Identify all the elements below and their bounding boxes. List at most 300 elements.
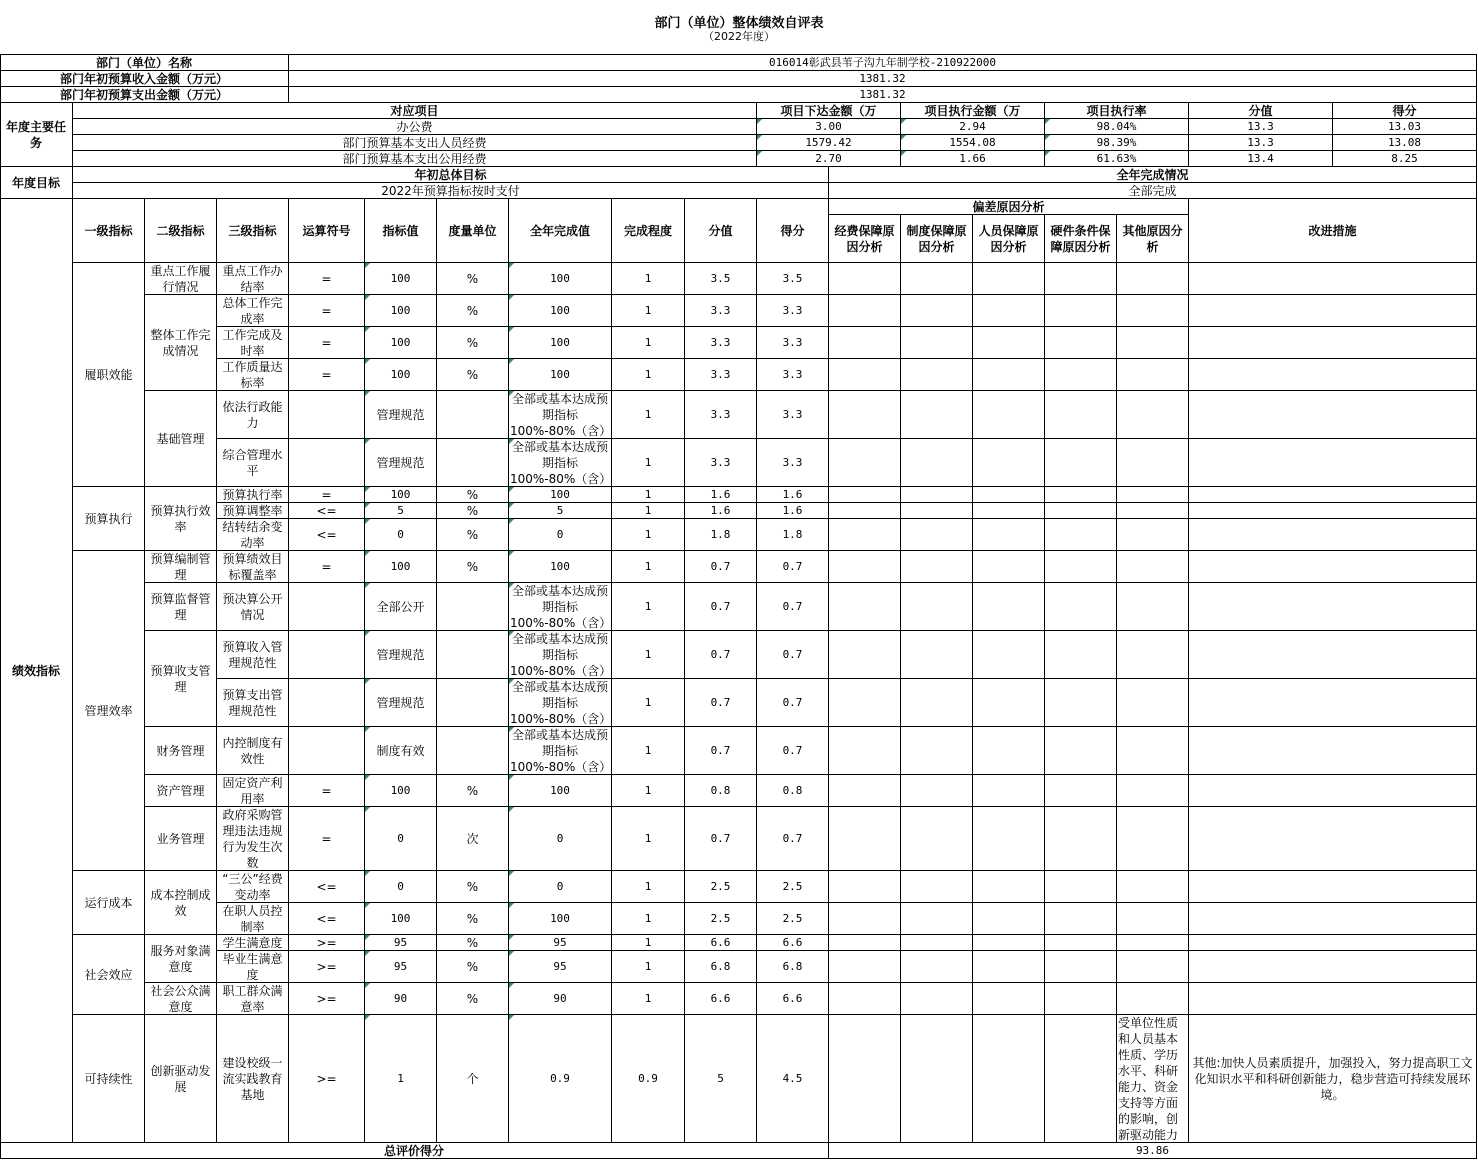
deviation-cell — [829, 327, 901, 359]
score: 0.7 — [757, 583, 829, 631]
completion-degree: 1 — [612, 903, 685, 935]
deviation-cell — [973, 359, 1045, 391]
unit: % — [437, 775, 509, 807]
operator — [289, 631, 365, 679]
score-weight: 3.3 — [685, 327, 757, 359]
unit — [437, 439, 509, 487]
score-weight: 0.8 — [685, 775, 757, 807]
target-value: 管理规范 — [365, 679, 437, 727]
score-weight: 3.5 — [685, 263, 757, 295]
improve-cell — [1189, 951, 1477, 983]
deviation-cell — [1117, 727, 1189, 775]
actual-value: 100 — [509, 775, 612, 807]
operator: = — [289, 775, 365, 807]
operator — [289, 727, 365, 775]
score-weight: 0.7 — [685, 679, 757, 727]
unit: % — [437, 903, 509, 935]
score-weight: 6.6 — [685, 935, 757, 951]
deviation-col-header: 经费保障原因分析 — [829, 215, 901, 263]
deviation-cell — [1117, 631, 1189, 679]
deviation-cell — [1045, 295, 1117, 327]
actual-value: 0.9 — [509, 1015, 612, 1143]
tasks-header: 项目下达金额（万 — [757, 103, 901, 119]
deviation-cell — [973, 263, 1045, 295]
improve-cell — [1189, 775, 1477, 807]
deviation-cell — [1117, 295, 1189, 327]
perf-header: 度量单位 — [437, 199, 509, 263]
operator — [289, 679, 365, 727]
actual-value: 90 — [509, 983, 612, 1015]
deviation-cell — [1117, 775, 1189, 807]
deviation-cell — [829, 391, 901, 439]
deviation-cell — [1045, 439, 1117, 487]
deviation-cell — [973, 631, 1045, 679]
deviation-cell — [1117, 263, 1189, 295]
improve-cell — [1189, 503, 1477, 519]
level3-indicator: 政府采购管理违法违规行为发生次数 — [217, 807, 289, 871]
deviation-header: 偏差原因分析 — [829, 199, 1189, 215]
completion-degree: 1 — [612, 727, 685, 775]
score-weight: 2.5 — [685, 903, 757, 935]
deviation-cell — [829, 1015, 901, 1143]
completion-degree: 0.9 — [612, 1015, 685, 1143]
deviation-cell — [973, 295, 1045, 327]
deviation-cell — [901, 951, 973, 983]
deviation-cell — [829, 439, 901, 487]
level2-indicator: 创新驱动发展 — [145, 1015, 217, 1143]
deviation-cell — [901, 519, 973, 551]
unit: 次 — [437, 807, 509, 871]
actual-value: 100 — [509, 359, 612, 391]
level3-indicator: 预算绩效目标覆盖率 — [217, 551, 289, 583]
deviation-cell — [901, 487, 973, 503]
perf-header: 全年完成值 — [509, 199, 612, 263]
deviation-cell — [1045, 871, 1117, 903]
improve-cell — [1189, 631, 1477, 679]
deviation-cell — [1045, 359, 1117, 391]
level1-indicator: 社会效应 — [73, 935, 145, 1015]
tasks-header: 项目执行金额（万 — [901, 103, 1045, 119]
score-weight: 6.8 — [685, 951, 757, 983]
improve-cell — [1189, 487, 1477, 503]
level3-indicator: 建设校级一流实践教育基地 — [217, 1015, 289, 1143]
perf-header: 完成程度 — [612, 199, 685, 263]
deviation-cell — [1117, 359, 1189, 391]
task-value: 13.08 — [1333, 135, 1477, 151]
score-weight: 0.7 — [685, 583, 757, 631]
score: 6.6 — [757, 935, 829, 951]
level1-indicator: 运行成本 — [73, 871, 145, 935]
deviation-cell — [973, 503, 1045, 519]
level3-indicator: 结转结余变动率 — [217, 519, 289, 551]
deviation-cell — [829, 983, 901, 1015]
deviation-cell — [1045, 1015, 1117, 1143]
target-value: 100 — [365, 359, 437, 391]
deviation-cell — [901, 983, 973, 1015]
operator: >= — [289, 983, 365, 1015]
deviation-cell — [1117, 439, 1189, 487]
deviation-cell — [901, 631, 973, 679]
deviation-cell — [829, 487, 901, 503]
level3-indicator: 综合管理水平 — [217, 439, 289, 487]
actual-value: 100 — [509, 295, 612, 327]
operator: = — [289, 263, 365, 295]
deviation-cell — [901, 903, 973, 935]
operator: <= — [289, 519, 365, 551]
operator: = — [289, 807, 365, 871]
score: 3.3 — [757, 359, 829, 391]
score-weight: 5 — [685, 1015, 757, 1143]
level3-indicator: “三公”经费变动率 — [217, 871, 289, 903]
target-value: 0 — [365, 807, 437, 871]
deviation-cell — [901, 551, 973, 583]
actual-value: 100 — [509, 327, 612, 359]
actual-value: 全部或基本达成预期指标100%-80%（含） — [510, 727, 612, 774]
deviation-cell — [1117, 951, 1189, 983]
unit: 个 — [437, 1015, 509, 1143]
deviation-col-header: 人员保障原因分析 — [973, 215, 1045, 263]
actual-value: 0 — [509, 519, 612, 551]
actual-value: 全部或基本达成预期指标100%-80%（含） — [510, 583, 612, 630]
target-value: 1 — [365, 1015, 437, 1143]
score-weight: 1.6 — [685, 487, 757, 503]
operator: = — [289, 551, 365, 583]
actual-value: 100 — [509, 903, 612, 935]
deviation-cell — [901, 503, 973, 519]
completion-degree: 1 — [612, 983, 685, 1015]
perf-header: 二级指标 — [145, 199, 217, 263]
deviation-cell — [829, 503, 901, 519]
level2-indicator: 业务管理 — [145, 807, 217, 871]
target-value: 100 — [365, 775, 437, 807]
other-reason-text: 受单位性质和人员基本性质、学历水平、科研能力、资金支持等方面的影响，创新驱动能力 — [1117, 1015, 1189, 1143]
completion-degree: 1 — [612, 439, 685, 487]
operator: >= — [289, 951, 365, 983]
level2-indicator: 预算监督管理 — [145, 583, 217, 631]
operator: = — [289, 359, 365, 391]
deviation-cell — [973, 1015, 1045, 1143]
deviation-cell — [901, 871, 973, 903]
task-project-name: 办公费 — [73, 119, 757, 135]
score: 3.3 — [757, 439, 829, 487]
completion-degree: 1 — [612, 775, 685, 807]
score-weight: 2.5 — [685, 871, 757, 903]
income-label: 部门年初预算收入金额（万元） — [0, 71, 289, 87]
actual-value: 100 — [509, 263, 612, 295]
completion-degree: 1 — [612, 951, 685, 983]
deviation-cell — [829, 519, 901, 551]
deviation-cell — [829, 903, 901, 935]
score: 0.8 — [757, 775, 829, 807]
deviation-cell — [973, 727, 1045, 775]
score-weight: 3.3 — [685, 295, 757, 327]
actual-value: 0 — [509, 807, 612, 871]
unit — [437, 727, 509, 775]
level3-indicator: 职工群众满意率 — [217, 983, 289, 1015]
deviation-cell — [829, 631, 901, 679]
score-weight: 0.7 — [685, 631, 757, 679]
improve-cell — [1189, 359, 1477, 391]
operator: >= — [289, 935, 365, 951]
unit: % — [437, 503, 509, 519]
deviation-cell — [973, 775, 1045, 807]
deviation-cell — [1045, 935, 1117, 951]
goal-done-header: 全年完成情况 — [829, 167, 1477, 183]
target-value: 管理规范 — [365, 631, 437, 679]
deviation-cell — [1117, 327, 1189, 359]
deviation-cell — [1117, 503, 1189, 519]
completion-degree: 1 — [612, 631, 685, 679]
deviation-cell — [1045, 503, 1117, 519]
improve-cell — [1189, 295, 1477, 327]
deviation-cell — [1045, 679, 1117, 727]
improve-cell — [1189, 807, 1477, 871]
score: 3.3 — [757, 327, 829, 359]
target-value: 100 — [365, 327, 437, 359]
level1-indicator: 履职效能 — [73, 263, 145, 487]
target-value: 90 — [365, 983, 437, 1015]
deviation-cell — [1045, 327, 1117, 359]
deviation-cell — [1117, 935, 1189, 951]
level1-indicator: 可持续性 — [73, 1015, 145, 1143]
target-value: 100 — [365, 487, 437, 503]
deviation-cell — [901, 1015, 973, 1143]
level2-indicator: 成本控制成效 — [145, 871, 217, 935]
level3-indicator: 在职人员控制率 — [217, 903, 289, 935]
task-value: 98.04% — [1045, 119, 1189, 135]
deviation-cell — [901, 727, 973, 775]
total-label: 总评价得分 — [0, 1143, 829, 1159]
unit — [437, 391, 509, 439]
deviation-cell — [973, 439, 1045, 487]
deviation-cell — [829, 807, 901, 871]
goal-plan-text: 2022年预算指标按时支付 — [73, 183, 829, 199]
level2-indicator: 预算编制管理 — [145, 551, 217, 583]
completion-degree: 1 — [612, 487, 685, 503]
deviation-cell — [1117, 519, 1189, 551]
perf-header: 指标值 — [365, 199, 437, 263]
deviation-cell — [1117, 679, 1189, 727]
actual-value: 0 — [509, 871, 612, 903]
deviation-cell — [1117, 903, 1189, 935]
deviation-cell — [973, 679, 1045, 727]
operator — [289, 583, 365, 631]
level2-indicator: 社会公众满意度 — [145, 983, 217, 1015]
level3-indicator: 重点工作办结率 — [217, 263, 289, 295]
deviation-cell — [1045, 263, 1117, 295]
completion-degree: 1 — [612, 391, 685, 439]
deviation-cell — [1045, 519, 1117, 551]
score-weight: 3.3 — [685, 439, 757, 487]
target-value: 100 — [365, 263, 437, 295]
task-value: 13.3 — [1189, 135, 1333, 151]
deviation-cell — [1117, 983, 1189, 1015]
tasks-header: 得分 — [1333, 103, 1477, 119]
actual-value: 全部或基本达成预期指标100%-80%（含） — [510, 439, 612, 486]
task-value: 2.70 — [757, 151, 901, 167]
improve-cell — [1189, 439, 1477, 487]
improve-cell — [1189, 391, 1477, 439]
actual-value: 全部或基本达成预期指标100%-80%（含） — [510, 679, 612, 726]
completion-degree: 1 — [612, 551, 685, 583]
unit: % — [437, 487, 509, 503]
total-value: 93.86 — [829, 1143, 1477, 1159]
completion-degree: 1 — [612, 295, 685, 327]
level3-indicator: 总体工作完成率 — [217, 295, 289, 327]
improve-cell — [1189, 935, 1477, 951]
deviation-cell — [973, 391, 1045, 439]
deviation-cell — [973, 583, 1045, 631]
deviation-cell — [901, 439, 973, 487]
deviation-cell — [973, 551, 1045, 583]
tasks-header: 分值 — [1189, 103, 1333, 119]
deviation-cell — [973, 487, 1045, 503]
score: 1.6 — [757, 487, 829, 503]
deviation-cell — [1117, 871, 1189, 903]
target-value: 0 — [365, 519, 437, 551]
actual-value: 全部或基本达成预期指标100%-80%（含） — [510, 391, 612, 438]
deviation-cell — [901, 359, 973, 391]
unit — [437, 631, 509, 679]
deviation-cell — [1045, 951, 1117, 983]
score: 3.5 — [757, 263, 829, 295]
completion-degree: 1 — [612, 583, 685, 631]
deviation-cell — [829, 583, 901, 631]
deviation-cell — [973, 903, 1045, 935]
unit: % — [437, 519, 509, 551]
completion-degree: 1 — [612, 263, 685, 295]
target-value: 全部公开 — [365, 583, 437, 631]
task-value: 1579.42 — [757, 135, 901, 151]
deviation-cell — [973, 807, 1045, 871]
expense-label: 部门年初预算支出金额（万元） — [0, 87, 289, 103]
deviation-cell — [973, 871, 1045, 903]
deviation-cell — [829, 935, 901, 951]
level2-indicator: 服务对象满意度 — [145, 935, 217, 983]
improve-cell — [1189, 679, 1477, 727]
deviation-cell — [901, 775, 973, 807]
operator: <= — [289, 903, 365, 935]
completion-degree: 1 — [612, 935, 685, 951]
task-project-name: 部门预算基本支出公用经费 — [73, 151, 757, 167]
unit: % — [437, 551, 509, 583]
deviation-cell — [901, 807, 973, 871]
actual-value: 100 — [509, 551, 612, 583]
level1-indicator: 管理效率 — [73, 551, 145, 871]
deviation-cell — [1045, 551, 1117, 583]
goal-section-label: 年度目标 — [0, 167, 73, 199]
improve-cell — [1189, 327, 1477, 359]
level2-indicator: 重点工作履行情况 — [145, 263, 217, 295]
deviation-cell — [1045, 903, 1117, 935]
target-value: 95 — [365, 935, 437, 951]
target-value: 管理规范 — [365, 391, 437, 439]
deviation-cell — [829, 263, 901, 295]
score-weight: 0.7 — [685, 807, 757, 871]
deviation-cell — [901, 391, 973, 439]
score: 0.7 — [757, 727, 829, 775]
perf-header: 一级指标 — [73, 199, 145, 263]
level2-indicator: 整体工作完成情况 — [145, 295, 217, 391]
deviation-cell — [1045, 631, 1117, 679]
completion-degree: 1 — [612, 519, 685, 551]
page-title: 部门（单位）整体绩效自评表 — [654, 16, 824, 31]
deviation-cell — [1045, 727, 1117, 775]
score-weight: 1.8 — [685, 519, 757, 551]
completion-degree: 1 — [612, 679, 685, 727]
unit: % — [437, 871, 509, 903]
unit — [437, 583, 509, 631]
unit: % — [437, 263, 509, 295]
deviation-col-header: 制度保障原因分析 — [901, 215, 973, 263]
task-value: 8.25 — [1333, 151, 1477, 167]
task-value: 2.94 — [901, 119, 1045, 135]
deviation-cell — [1045, 983, 1117, 1015]
task-value: 3.00 — [757, 119, 901, 135]
task-value: 1.66 — [901, 151, 1045, 167]
improve-cell — [1189, 903, 1477, 935]
actual-value: 95 — [509, 935, 612, 951]
level3-indicator: 预算支出管理规范性 — [217, 679, 289, 727]
operator — [289, 391, 365, 439]
level3-indicator: 工作质量达标率 — [217, 359, 289, 391]
score: 0.7 — [757, 631, 829, 679]
improve-cell — [1189, 551, 1477, 583]
score-weight: 3.3 — [685, 391, 757, 439]
score: 0.7 — [757, 807, 829, 871]
score: 4.5 — [757, 1015, 829, 1143]
level3-indicator: 预算调整率 — [217, 503, 289, 519]
deviation-cell — [829, 727, 901, 775]
tasks-header: 项目执行率 — [1045, 103, 1189, 119]
actual-value: 100 — [509, 487, 612, 503]
perf-header: 分值 — [685, 199, 757, 263]
score: 1.6 — [757, 503, 829, 519]
deviation-cell — [901, 327, 973, 359]
unit-name-value: 016014彰武县苇子沟九年制学校-210922000 — [289, 55, 1477, 71]
deviation-cell — [829, 871, 901, 903]
income-value: 1381.32 — [289, 71, 1477, 87]
level3-indicator: 预算收入管理规范性 — [217, 631, 289, 679]
score: 2.5 — [757, 903, 829, 935]
deviation-cell — [1045, 807, 1117, 871]
task-value: 13.4 — [1189, 151, 1333, 167]
task-project-name: 部门预算基本支出人员经费 — [73, 135, 757, 151]
perf-header: 运算符号 — [289, 199, 365, 263]
operator — [289, 439, 365, 487]
deviation-cell — [829, 359, 901, 391]
operator: = — [289, 295, 365, 327]
deviation-cell — [829, 679, 901, 727]
task-value: 13.3 — [1189, 119, 1333, 135]
actual-value: 5 — [509, 503, 612, 519]
improve-text: 其他:加快人员素质提升，加强投入，努力提高职工文化知识水平和科研创新能力，稳步营造可持续发展环境。 — [1189, 1015, 1477, 1143]
completion-degree: 1 — [612, 503, 685, 519]
improve-cell — [1189, 263, 1477, 295]
score: 2.5 — [757, 871, 829, 903]
actual-value: 95 — [509, 951, 612, 983]
deviation-cell — [1045, 775, 1117, 807]
perf-header: 三级指标 — [217, 199, 289, 263]
deviation-cell — [901, 935, 973, 951]
task-value: 61.63% — [1045, 151, 1189, 167]
deviation-cell — [901, 583, 973, 631]
deviation-cell — [1045, 583, 1117, 631]
improve-cell — [1189, 727, 1477, 775]
perf-section-label: 绩效指标 — [0, 199, 73, 1143]
operator: = — [289, 327, 365, 359]
score: 3.3 — [757, 295, 829, 327]
